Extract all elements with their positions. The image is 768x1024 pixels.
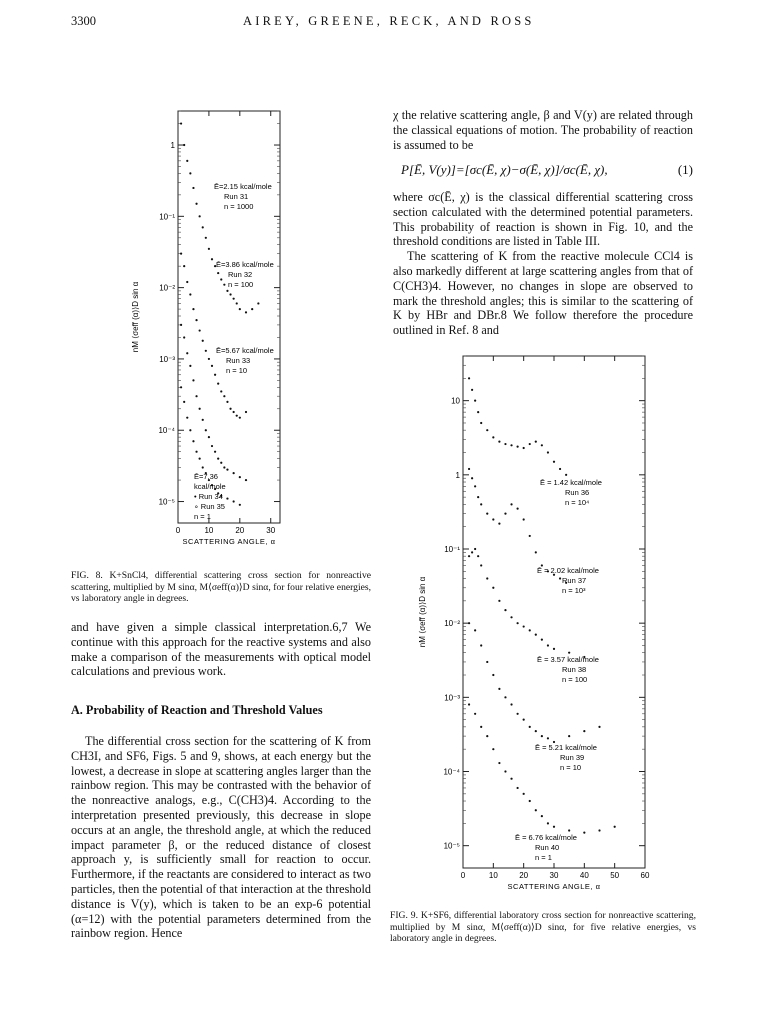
data-point (233, 298, 235, 300)
data-point (192, 379, 194, 381)
data-point (257, 302, 259, 304)
data-point (498, 441, 500, 443)
data-point (568, 735, 570, 737)
figure-9-plot (415, 350, 655, 898)
data-point (547, 451, 549, 453)
y-tick-label: 1 (455, 470, 460, 480)
x-tick-label: 0 (175, 526, 181, 535)
data-point (553, 461, 555, 463)
right-column-top-text (393, 108, 693, 152)
series-label: Ē = 5.21 kcal/mole (535, 743, 597, 752)
series-label: n = 100 (228, 280, 254, 289)
data-point (186, 281, 188, 283)
data-point (223, 284, 225, 286)
data-point (474, 548, 476, 550)
data-point (233, 500, 235, 502)
data-point (498, 762, 500, 764)
series-label: n = 100 (562, 675, 588, 684)
data-point (211, 258, 213, 260)
paragraph: where σc(Ē, χ) is the classical differential scattering cross section calculated with the determined potential parameters. This probability of reaction is shown in Fig. 10, and the threshold conditions are listed in Table III. (393, 190, 693, 249)
data-point (529, 535, 531, 537)
data-point (245, 311, 247, 313)
data-point (195, 203, 197, 205)
x-tick-label: 30 (549, 871, 559, 880)
data-point (211, 365, 213, 367)
series-label: Ē=2.15 kcal/mole (214, 182, 272, 191)
data-point (498, 522, 500, 524)
y-tick-label: 10⁻⁵ (443, 841, 460, 851)
data-point (223, 466, 225, 468)
data-point (226, 469, 228, 471)
series-label: n = 10³ (562, 586, 586, 595)
y-axis-label: nM ⟨σeff (α)⟩D sin α (418, 576, 427, 648)
data-point (189, 293, 191, 295)
data-point (208, 248, 210, 250)
series-label: n = 10⁴ (565, 498, 590, 507)
data-point (598, 726, 600, 728)
x-tick-label: 20 (519, 871, 529, 880)
data-point (583, 832, 585, 834)
data-point (529, 629, 531, 631)
x-axis-label: SCATTERING ANGLE, α (182, 537, 276, 546)
data-point (195, 319, 197, 321)
data-point (199, 458, 201, 460)
paragraph: χ the relative scattering angle, β and V(y) are related through the classical equations of motion. The probability of reaction is assumed to be (393, 108, 693, 152)
x-tick-label: 10 (488, 871, 498, 880)
data-point (192, 440, 194, 442)
x-axis-label: SCATTERING ANGLE, α (507, 882, 601, 891)
series-label: kcal/mole (194, 482, 226, 491)
data-point (189, 365, 191, 367)
figure-9-caption: FIG. 9. K+SF6, differential laboratory cross section for nonreactive scattering, multiplied by M sinα, M⟨σeff(α)⟩D sinα, for five relative energies, vs laboratory angle in degrees. (390, 910, 696, 945)
data-point (236, 415, 238, 417)
data-point (468, 622, 470, 624)
data-point (217, 383, 219, 385)
data-point (547, 822, 549, 824)
section-heading: A. Probability of Reaction and Threshold Values (71, 703, 323, 718)
data-point (186, 352, 188, 354)
y-tick-label: 10⁻⁵ (158, 497, 175, 507)
data-point (510, 444, 512, 446)
series-label: Ē = 1.42 kcal/mole (540, 478, 602, 487)
data-point (180, 386, 182, 388)
data-point (468, 377, 470, 379)
data-point (547, 644, 549, 646)
data-point (205, 237, 207, 239)
data-point (183, 401, 185, 403)
data-point (180, 253, 182, 255)
data-point (180, 122, 182, 124)
data-point (614, 826, 616, 828)
y-tick-label: 10 (451, 396, 460, 406)
data-point (517, 713, 519, 715)
data-point (236, 302, 238, 304)
data-point (211, 445, 213, 447)
data-point (468, 468, 470, 470)
data-point (480, 422, 482, 424)
data-point (192, 187, 194, 189)
data-point (517, 787, 519, 789)
data-point (202, 466, 204, 468)
x-tick-label: 60 (640, 871, 650, 880)
series-label: Run 32 (228, 270, 253, 279)
data-point (202, 226, 204, 228)
series-label: Run 39 (560, 753, 585, 762)
data-point (471, 551, 473, 553)
data-point (568, 652, 570, 654)
data-point (492, 587, 494, 589)
y-tick-label: 10⁻³ (159, 354, 175, 364)
series-label: n = 10 (226, 366, 248, 375)
paragraph: The differential cross section for the scattering of K from CH3I, and SF6, Figs. 5 and 9, shows, at each energy but the lowest, a decrease in slope at scattering angles larger than the rainbow region. This may be contrasted with the behavior of the nonreactive analogs, e.g., C(CH3)4. According to the interpretation presented previously, this decrease in slope occurs at an angle, the threshold angle, at which the reduced impact parameter β, or the reduced distance of closest approach y, is sufficiently small for reaction to occur. Furthermore, if the reactants are considered to interact as two particles, then the potential of that interaction at the threshold distance is V(y), which is taken to be an exp-6 potential (α=12) with the potential parameters determined from the rainbow region. Hence (71, 733, 371, 941)
data-point (199, 215, 201, 217)
data-point (214, 451, 216, 453)
data-point (217, 458, 219, 460)
x-tick-label: 20 (235, 526, 245, 535)
equation-number: (1) (677, 162, 693, 177)
data-point (180, 324, 182, 326)
series-label: ∘ Run 35 (194, 502, 225, 511)
y-tick-label: 10⁻³ (444, 693, 460, 703)
data-point (208, 436, 210, 438)
figure-8-caption: FIG. 8. K+SnCl4, differential scattering cross section for nonreactive scattering, multiplied by M sinα, M⟨σeff(α)⟩D sinα, for four relative energies, vs laboratory angle in degrees. (71, 570, 371, 605)
plot-frame (178, 111, 280, 523)
data-point (480, 644, 482, 646)
data-point (239, 417, 241, 419)
series-label: n = 1 (194, 512, 211, 521)
data-point (504, 513, 506, 515)
y-tick-label: 10⁻² (159, 283, 175, 293)
data-point (183, 144, 185, 146)
series-label: n = 10 (560, 763, 582, 772)
data-point (477, 496, 479, 498)
data-point (504, 696, 506, 698)
data-point (474, 629, 476, 631)
data-point (477, 555, 479, 557)
data-point (535, 441, 537, 443)
data-point (535, 551, 537, 553)
data-point (504, 443, 506, 445)
data-point (183, 336, 185, 338)
data-point (202, 419, 204, 421)
data-point (245, 479, 247, 481)
data-point (195, 451, 197, 453)
data-point (226, 401, 228, 403)
series-label: • Run 34 (194, 492, 223, 501)
data-point (498, 600, 500, 602)
data-point (189, 172, 191, 174)
data-point (474, 400, 476, 402)
data-point (477, 411, 479, 413)
data-point (471, 389, 473, 391)
data-point (480, 726, 482, 728)
data-point (510, 703, 512, 705)
data-point (492, 518, 494, 520)
data-point (504, 609, 506, 611)
data-point (535, 809, 537, 811)
data-point (239, 504, 241, 506)
x-tick-label: 0 (460, 871, 466, 880)
data-point (471, 477, 473, 479)
data-point (251, 308, 253, 310)
data-point (202, 340, 204, 342)
series-label: Run 37 (562, 576, 587, 585)
data-point (541, 735, 543, 737)
series-label: Ē=7.36 (194, 472, 218, 481)
data-point (233, 472, 235, 474)
data-point (559, 577, 561, 579)
plot-frame (463, 356, 645, 868)
y-axis-label: nM ⟨σeff (α)⟩D sin α (131, 281, 140, 353)
data-point (223, 395, 225, 397)
data-point (486, 735, 488, 737)
data-point (192, 308, 194, 310)
data-point (547, 737, 549, 739)
data-point (195, 395, 197, 397)
paragraph: and have given a simple classical interpretation.6,7 We continue with this approach for the reactive systems and also make a comparison of the measurements with optical model calculations and previous work. (71, 620, 371, 679)
data-point (517, 622, 519, 624)
data-point (474, 713, 476, 715)
data-point (565, 474, 567, 476)
data-point (189, 429, 191, 431)
page-number: 3300 (71, 14, 96, 28)
data-point (598, 829, 600, 831)
data-point (468, 555, 470, 557)
data-point (233, 411, 235, 413)
data-point (529, 800, 531, 802)
equation-body: P[Ē, V(y)]=[σc(Ē, χ)−σ(Ē, χ)]/σc(Ē, χ), (401, 162, 608, 177)
data-point (220, 390, 222, 392)
figure-8-plot (130, 105, 330, 565)
data-point (492, 436, 494, 438)
data-point (208, 358, 210, 360)
data-point (183, 265, 185, 267)
data-point (541, 444, 543, 446)
data-point (559, 468, 561, 470)
data-point (492, 674, 494, 676)
data-point (498, 688, 500, 690)
paragraph: The scattering of K from the reactive molecule CCl4 is also markedly different at large scattering angles from that of C(CH3)4. However, no changes in slope are observed to mark the threshold angles; this is similar to the scattering of K by HBr and DBr.8 We follow therefore the procedure outlined in Ref. 8 and (393, 249, 693, 338)
series-label: Run 33 (226, 356, 251, 365)
data-point (523, 518, 525, 520)
data-point (523, 719, 525, 721)
data-point (517, 508, 519, 510)
data-point (220, 462, 222, 464)
series-label: Ē = 6.76 kcal/mole (515, 833, 577, 842)
data-point (480, 564, 482, 566)
data-point (486, 577, 488, 579)
data-point (492, 748, 494, 750)
data-point (523, 625, 525, 627)
running-header-authors: AIREY, GREENE, RECK, AND ROSS (243, 14, 535, 28)
data-point (226, 290, 228, 292)
data-point (529, 443, 531, 445)
data-point (517, 446, 519, 448)
data-point (474, 485, 476, 487)
data-point (205, 429, 207, 431)
data-point (199, 408, 201, 410)
series-label: Ē = 3.57 kcal/mole (537, 655, 599, 664)
data-point (529, 726, 531, 728)
y-tick-label: 10⁻¹ (444, 544, 460, 554)
series-label: Ē = 2.02 kcal/mole (537, 566, 599, 575)
y-tick-label: 10⁻¹ (159, 212, 175, 222)
data-point (583, 730, 585, 732)
data-point (535, 730, 537, 732)
data-point (541, 815, 543, 817)
data-point (523, 447, 525, 449)
data-point (486, 513, 488, 515)
x-tick-label: 40 (579, 871, 589, 880)
data-point (504, 770, 506, 772)
data-point (486, 661, 488, 663)
data-point (239, 308, 241, 310)
y-tick-label: 10⁻² (444, 619, 460, 629)
series-label: n = 1000 (224, 202, 254, 211)
data-point (186, 160, 188, 162)
data-point (245, 411, 247, 413)
data-point (553, 826, 555, 828)
data-point (229, 408, 231, 410)
data-point (510, 778, 512, 780)
data-point (535, 634, 537, 636)
data-point (523, 793, 525, 795)
series-label: n = 1 (535, 853, 552, 862)
y-tick-label: 10⁻⁴ (443, 767, 460, 777)
data-point (226, 497, 228, 499)
data-point (220, 278, 222, 280)
data-point (480, 503, 482, 505)
data-point (510, 616, 512, 618)
y-tick-label: 10⁻⁴ (158, 426, 175, 436)
data-point (214, 374, 216, 376)
x-tick-label: 50 (610, 871, 620, 880)
left-column-text (71, 620, 371, 941)
series-label: Run 36 (565, 488, 590, 497)
data-point (553, 648, 555, 650)
data-point (510, 503, 512, 505)
data-point (217, 272, 219, 274)
series-label: Run 31 (224, 192, 249, 201)
data-point (205, 350, 207, 352)
series-label: Run 38 (562, 665, 587, 674)
data-point (468, 703, 470, 705)
data-point (541, 639, 543, 641)
data-point (229, 293, 231, 295)
data-point (199, 329, 201, 331)
y-tick-label: 1 (170, 141, 175, 151)
series-label: Run 40 (535, 843, 560, 852)
data-point (486, 429, 488, 431)
series-label: Ē=5.67 kcal/mole (216, 346, 274, 355)
data-point (568, 829, 570, 831)
x-tick-label: 10 (204, 526, 214, 535)
x-tick-label: 30 (266, 526, 276, 535)
series-label: Ē=3.86 kcal/mole (216, 260, 274, 269)
data-point (186, 417, 188, 419)
data-point (239, 476, 241, 478)
right-column-mid-text (393, 190, 693, 338)
